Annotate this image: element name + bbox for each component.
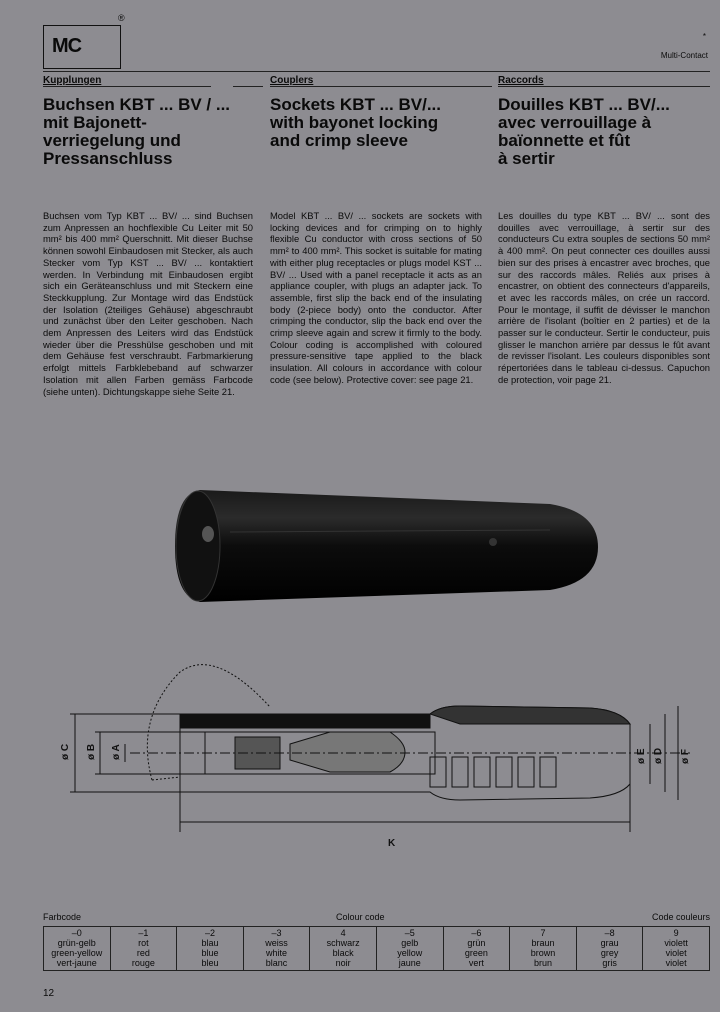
top-rule bbox=[43, 71, 710, 72]
color-cell: –5 gelb yellow jaune bbox=[377, 927, 444, 971]
title-de-line: Buchsen KBT ... BV / ... bbox=[43, 95, 231, 114]
table-head-fr: Code couleurs bbox=[651, 912, 710, 922]
insulation-top bbox=[180, 714, 430, 728]
section-rule-de-2 bbox=[233, 86, 263, 87]
title-fr-line: Douilles KBT ... BV/... bbox=[498, 95, 670, 114]
title-en bbox=[270, 96, 490, 150]
mc-logo: MC bbox=[43, 25, 121, 69]
label-e: ø E bbox=[636, 748, 647, 764]
title-fr bbox=[498, 96, 718, 168]
title-de-line: Pressanschluss bbox=[43, 149, 173, 168]
title-fr-line: baïonnette et fût bbox=[498, 131, 631, 150]
color-cell: –6 grün green vert bbox=[443, 927, 510, 971]
label-f: ø F bbox=[680, 749, 691, 764]
brand-name: Multi-Contact bbox=[660, 51, 708, 60]
sleeve-top bbox=[430, 706, 630, 724]
product-photo bbox=[170, 482, 600, 607]
color-cell: –2 blau blue bleu bbox=[177, 927, 244, 971]
title-de-line: mit Bajonett- bbox=[43, 113, 147, 132]
title-en-line: Sockets KBT ... BV/... bbox=[270, 95, 441, 114]
socket-front-face bbox=[176, 491, 220, 601]
socket-body-shape bbox=[175, 490, 598, 602]
technical-drawing bbox=[30, 632, 700, 862]
color-cell: –1 rot red rouge bbox=[110, 927, 177, 971]
cap-line bbox=[152, 777, 180, 780]
color-cell: –0 grün-gelb green-yellow vert-jaune bbox=[44, 927, 111, 971]
brand-mark: * bbox=[702, 32, 706, 41]
section-label-fr: Raccords bbox=[498, 75, 544, 86]
color-cell: 9 violett violet violet bbox=[643, 927, 710, 971]
title-en-line: with bayonet locking bbox=[270, 113, 439, 132]
label-a: ø A bbox=[111, 744, 122, 760]
label-k: K bbox=[388, 838, 396, 849]
title-de bbox=[43, 96, 263, 168]
body-text-fr: Les douilles du type KBT ... BV/ ... sont des douilles avec verrouillage, à sertir sur des conducteurs Cu extra souples de sections 50 mm² à 400 mm². On peut connecter ces douilles aussi bien sur des prises à encastrer avec broches, que sur des raccords mâles. Reliés aux prises à encastrer, on obtient des connecteurs d'appareils, et avec les raccords mâles, on crée un raccord. Pour le montage, il suffit de dévisser le manchon arrière de l'isolant (boîtier en 2 parties) et de la passer sur le conducteur. Sertir le conducteur, puis glisser le manchon arrière par dessus le fût avant de revisser l'isolant. Les couleurs disponibles sont répertoriées dans le tableau ci-dessus. Capuchon de protection, voir page 21. bbox=[498, 210, 710, 385]
section-label-en: Couplers bbox=[270, 75, 314, 86]
color-cell: 4 schwarz black noir bbox=[310, 927, 377, 971]
table-head-de: Farbcode bbox=[43, 912, 82, 922]
title-en-line: and crimp sleeve bbox=[270, 131, 408, 150]
section-rule-fr bbox=[498, 86, 710, 87]
registered-mark: ® bbox=[118, 13, 125, 23]
color-cell: –3 weiss white blanc bbox=[243, 927, 310, 971]
section-rule-de bbox=[43, 86, 211, 87]
grip-ribs bbox=[430, 757, 556, 787]
color-cell: –8 grau grey gris bbox=[576, 927, 643, 971]
crimp-sleeve bbox=[290, 732, 405, 772]
body-text-de: Buchsen vom Typ KBT ... BV/ ... sind Buchsen zum Anpressen an hochflexible Cu Leiter mit 50 mm² bis 400 mm² Querschnitt. Mit dieser Buchse können sowohl Einbaudosen mit Stecker, als auch Stecker vom Typ KST ... BV/ ... kontaktiert werden. In Verbindung mit Einbaudosen ergibt sich ein Geräteanschluss und mit Steckern eine Steckkupplung. Zur Montage wird das Endstück der Isolation (2teiliges Gehäuse) abgeschraubt und zunächst über den Leiter geschoben. Nach dem Anpressen des Leiters wird das Endstück wieder über die Presshülse geschoben und mit dem Gehäuse fest verschraubt. Farbmarkierung erfolgt mittels Farbklebeband auf schwarzer Isolation mit allen Farben gemäss Farbcode (siehe unten). Dichtungskappe siehe Seite 21. bbox=[43, 210, 253, 397]
title-fr-line: à sertir bbox=[498, 149, 555, 168]
page-number: 12 bbox=[43, 988, 55, 999]
socket-opening bbox=[202, 526, 214, 542]
body-text-en: Model KBT ... BV/ ... sockets are sockets with locking devices and for crimping on to highly flexible Cu conductor with cross sections of 50 mm² to 400 mm². This socket is suitable for mating with either plug receptacles or plugs model KST ... BV/ ... Used with a panel receptacle it acts as an appliance coupler, with plugs an adapter jack. To assemble, first slip the back end of the insulating body (2-piece body) onto the conductor. After crimping the conductor, slip the back end over the crimp sleeve again and screw it firmly to the body. Colour coding is accomplished with coloured pressure-sensitive tape applied to the black insulation. All colours in accordance with colour code (see below). Protective cover: see page 21. bbox=[270, 210, 482, 385]
section-rule-en bbox=[270, 86, 492, 87]
label-b: ø B bbox=[86, 743, 97, 760]
title-de-line: verriegelung und bbox=[43, 131, 181, 150]
title-fr-line: avec verrouillage à bbox=[498, 113, 652, 132]
color-cell: 7 braun brown brun bbox=[510, 927, 577, 971]
section-label-de: Kupplungen bbox=[43, 75, 102, 86]
table-head-en: Colour code bbox=[336, 912, 385, 922]
label-d: ø D bbox=[653, 747, 664, 764]
screw-dot bbox=[489, 538, 497, 546]
color-code-grid bbox=[43, 926, 710, 971]
label-c: ø C bbox=[60, 743, 71, 760]
